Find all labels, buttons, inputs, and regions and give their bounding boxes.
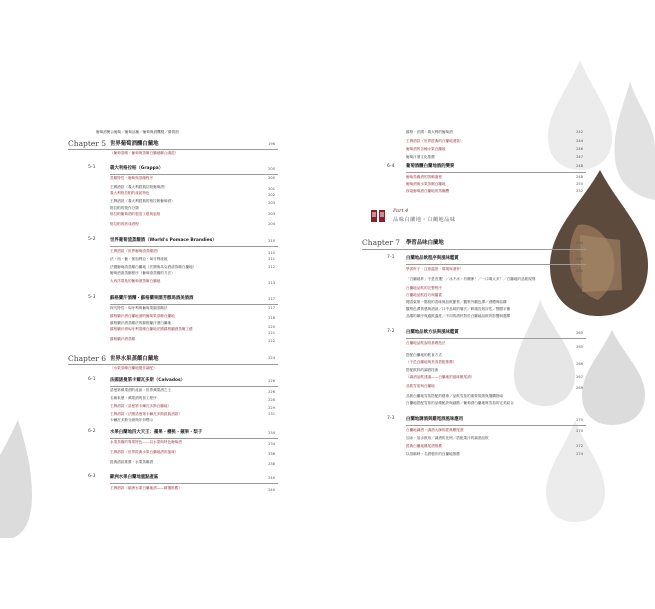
page-number: 200	[268, 176, 275, 180]
divider	[110, 386, 278, 387]
section-title: 白蘭地品飲方法與風味鑑賞	[406, 330, 459, 335]
divider	[110, 438, 278, 439]
divider	[406, 172, 586, 173]
page-number: 210	[268, 251, 275, 255]
toc-item: （干邑白蘭地與美食搭配推薦）	[406, 360, 457, 364]
page-number: 217	[268, 297, 275, 301]
page-number: 266	[576, 362, 583, 366]
section-number: 6-3	[88, 474, 96, 479]
toc-item: 法・西・葡・保加利亞・匈牙利產地	[110, 257, 168, 261]
toc-item: 葡萄酒渣蒸餾程序（葡萄渣蒸餾的方法）	[110, 271, 175, 275]
page-number: 265	[576, 345, 583, 349]
toc-item: 以蒸餾時・名酒製作的白蘭地推薦	[406, 452, 460, 456]
page-number: 201	[268, 187, 275, 191]
section-title: 法國諾曼第卡爾瓦多斯（Calvados）	[110, 378, 185, 383]
toc-item: 大西洋群島的葡萄酒蒸餾白蘭地	[110, 279, 161, 283]
toc-item: （調酒品飲建議——白蘭地的風味雞尾酒）	[406, 375, 475, 379]
toc-item: 葡萄汗酒文化推薦	[406, 155, 435, 159]
page-number: 236	[268, 452, 275, 456]
page-number: 246	[576, 147, 583, 151]
page-number: 247	[576, 155, 583, 159]
section-number: 7-2	[387, 329, 395, 334]
page-number: 212	[268, 265, 275, 269]
toc-item: 義大利格拉帕的產區特色	[110, 191, 150, 195]
toc-item: 王牌酒款（歐洲水果白蘭地酒——精選推薦）	[110, 486, 182, 490]
toc-item: 法國葡萄渣蒸餾白蘭地（法國與馬克酒渣蒸餾白蘭地）	[110, 265, 197, 269]
section-number: 5-2	[88, 237, 96, 242]
toc-item: 格拉帕的製作分類	[110, 206, 139, 210]
page-number: 260	[576, 295, 583, 299]
toc-item: 經典酒款推薦・水果蒸餾酒	[110, 460, 154, 464]
page-number: 229	[268, 406, 275, 410]
page-number: 218	[268, 316, 275, 320]
section-number: 7-1	[387, 255, 395, 260]
chapter-label: Chapter 6	[68, 354, 107, 363]
page-number: 267	[576, 375, 583, 379]
toc-item: 卡爾瓦多斯分級與年份標示	[110, 418, 154, 422]
page-number: 203	[268, 201, 275, 205]
toc-item: 葡萄酒的各種水果白蘭地	[406, 147, 446, 151]
toc-item: 蘇格・法國・義大利的葡萄酒	[406, 130, 453, 134]
toc-item: 探索葡萄酒白蘭地的蒸餾釀	[406, 189, 450, 193]
page-number: 240	[268, 476, 275, 480]
chapter-title: 學習品味白蘭地	[406, 240, 444, 246]
page-number: 221	[268, 331, 275, 335]
page-number: 234	[268, 431, 275, 435]
section-title: 葡萄酒釀白蘭地酒的變奏	[406, 164, 455, 169]
section-number: 5-1	[88, 165, 96, 170]
chapter-title: 世界水果蒸餾白蘭地	[110, 356, 159, 362]
page-number: 203	[268, 212, 275, 216]
toc-item: 搭配飲料的調酒技術	[406, 368, 439, 372]
page-number: 231	[268, 412, 275, 416]
toc-item: 觀察色澤質感與酒淚／口中品味的層次／餘韻長短評估／整體平衡	[406, 307, 511, 311]
toc-item: 葡萄酒與水果蒸餾白蘭地	[406, 182, 446, 186]
page-number: 270	[576, 429, 583, 433]
section-title: 義大利格拉帕（Grappa）	[110, 166, 164, 171]
page-number: 213	[268, 281, 275, 285]
page-number: 226	[268, 379, 275, 383]
toc-item: 王牌酒款（法國諾曼第卡爾瓦多斯經典酒款）	[110, 412, 182, 416]
page-number: 255	[576, 257, 583, 261]
toc-item: 加冰・加水飲用／調酒的比例／搭配果汁的調酒品飲	[406, 436, 489, 440]
page-number: 272	[576, 444, 583, 448]
section-number: 7-3	[387, 416, 395, 421]
section-title: 世界葡萄渣蒸餾酒（World's Pomace Brandies）	[110, 238, 217, 243]
toc-item: 王牌酒款（世界經典水果白蘭地酒的風味）	[110, 450, 179, 454]
page-number: 254	[576, 241, 583, 245]
toc-item: 蘇格蘭汗酒蒸餾	[110, 337, 136, 341]
page-number: 240	[268, 488, 275, 492]
divider	[110, 246, 278, 247]
page-number: 226	[268, 390, 275, 394]
page-number: 204	[268, 222, 275, 226]
page-number: 217	[268, 306, 275, 310]
page-number: 244	[576, 139, 583, 143]
page-number: 211	[268, 257, 275, 261]
toc-item: 白蘭地品飲說明基礎技法	[406, 341, 446, 345]
section-number: 6-1	[88, 377, 96, 382]
section-title: 蘇格蘭汗酒糟・蘇格蘭果園芳醇馬酒美酒酒	[110, 296, 194, 301]
page-number: 202	[268, 193, 275, 197]
section-number: 6-2	[88, 429, 96, 434]
section-title: 白蘭地調酒與雞尾酒風味應用	[406, 417, 464, 422]
divider	[362, 249, 586, 250]
toc-item: 名稱來歷・蘋果酒的加工程序	[110, 396, 157, 400]
toc-item: 經典白蘭地雞尾酒推薦	[406, 444, 442, 448]
toc-item: 王牌酒款（世界經典的白蘭地酒款）	[406, 139, 464, 143]
toc-item: 探究特性・匈牙利與葡萄果園蒸餾法	[110, 306, 168, 310]
toc-item: 搭配白蘭地的飲食方式	[406, 353, 442, 357]
page-number: 238	[268, 462, 275, 466]
chapter-subtitle: （水果蒸餾白蘭地製作調配）	[110, 366, 157, 370]
page-number: 248	[576, 164, 583, 168]
toc-item: 王牌酒款（義大利經典拉帕葡萄酒）	[110, 185, 168, 189]
page-number: 220	[268, 325, 275, 329]
toc-item: 王牌酒款（義大利經典的格拉帕葡萄酒）	[110, 199, 175, 203]
toc-item: 白蘭地調酒・調酒大師的經典雞尾酒	[406, 428, 464, 432]
toc-item: 蘇格蘭汗酒白蘭地酒的葡萄果蒸餾白蘭地	[110, 314, 175, 318]
page-number: 224	[268, 356, 275, 360]
chapter-label: Chapter 5	[68, 139, 107, 148]
page-number: 255	[576, 269, 583, 273]
toc-item: 蒸餾特性・葡萄與蒸餾程序	[110, 176, 154, 180]
page-number: 242	[576, 130, 583, 134]
section-number: 5-3	[88, 295, 96, 300]
page-number: 252	[576, 189, 583, 193]
section-title: 白蘭地品飲程序與風味鑑賞	[406, 256, 459, 261]
page-number: 222	[268, 339, 275, 343]
section-title: 歐洲水果白蘭地重點產區	[110, 475, 159, 480]
chapter-title: 世界葡萄酒釀白蘭地	[110, 141, 159, 147]
toc-item: 諾曼第蘋果酒的產區・世界蘋果酒之王	[110, 388, 172, 392]
divider	[110, 174, 278, 175]
page-number: 248	[576, 175, 583, 179]
toc-item: 品飲雪茄與白蘭地	[406, 384, 435, 388]
divider	[110, 304, 278, 305]
divider	[68, 364, 278, 365]
divider	[406, 338, 586, 339]
page-number: 234	[268, 442, 275, 446]
part-title: 品味白蘭地・白蘭地品味	[393, 217, 456, 223]
toc-item: 白蘭地品飲的完整程序	[406, 286, 442, 290]
toc-item: 品飲白蘭地雪茄搭配的藝術／品飲雪茄的重要規則與選購指南	[406, 394, 504, 398]
toc-item: 學習杯子・注意溫度・環境與酒杯！	[406, 267, 464, 271]
toc-item: 格拉帕葡萄酒的製造工藝與風格	[110, 212, 161, 216]
toc-item: 葡萄蒸餾酒的蒸餾過程	[406, 175, 442, 179]
toc-item: 「白蘭地杯」不是首選！／冰不冰・有關係！／一口喝太多？／白蘭地的品飲規則	[406, 277, 536, 281]
divider	[110, 483, 278, 484]
page-number: 200	[268, 167, 275, 171]
toc-item: 水果蒸餾的專業特色——以水果與特色葡萄酒	[110, 440, 182, 444]
divider	[68, 149, 278, 150]
toc-item: 王牌酒款（世界葡萄渣蒸餾酒）	[110, 249, 161, 253]
page-number: 196	[268, 142, 275, 146]
toc-item: 品嚐的順序與適飲溫度／不同的酒杯對於白蘭地品飲的影響與選擇	[406, 314, 511, 318]
section-title: 水果白蘭地四大天王：蘋果・櫻桃・蘋果・梨子	[110, 430, 203, 435]
page-number: 210	[268, 239, 275, 243]
divider	[406, 264, 586, 265]
toc-item: 蘇格蘭汗酒蒸餾法的蘇格蘭汗酒白蘭地	[110, 321, 172, 325]
page-number: 274	[576, 452, 583, 456]
page-number: 250	[576, 182, 583, 186]
section-number: 6-4	[387, 164, 395, 169]
page-number: 257	[576, 286, 583, 290]
toc-item: 王牌酒款（諾曼第卡爾瓦多斯白蘭地）	[110, 404, 172, 408]
wine-glass-icon	[370, 209, 390, 223]
chapter-subtitle: （葡萄蒸餾・葡萄與蒸餾白蘭地聯合調混）	[110, 151, 179, 155]
toc-item: 格拉帕的熟成酒程	[110, 222, 139, 226]
toc-item: 蘇格蘭汗酒匈牙利蒸餾白蘭地法國蘇格蘭酒蒸餾工藝	[110, 327, 193, 331]
page-number: 269	[576, 386, 583, 390]
divider	[406, 425, 586, 426]
toc-item: 白蘭地搭配雪茄的品嚐秘訣與細節／葡萄酒白蘭地與雪茄的完美結合	[406, 401, 514, 405]
page-number: 270	[576, 418, 583, 422]
page-number: 228	[268, 398, 275, 402]
page-number: 265	[576, 331, 583, 335]
chapter-label: Chapter 7	[362, 238, 401, 247]
toc-item: 聞香氣第一階段的香味與品飲節奏／觀察外觀色澤／酒體與結構	[406, 300, 507, 304]
part-label: Part 4	[393, 208, 409, 214]
toc-item: 白蘭地品飲技巧與鑑賞	[406, 293, 442, 297]
top-note: 葡萄酒聚合葡萄／葡萄品種／葡萄與酒釀製／優質酒	[96, 130, 179, 134]
